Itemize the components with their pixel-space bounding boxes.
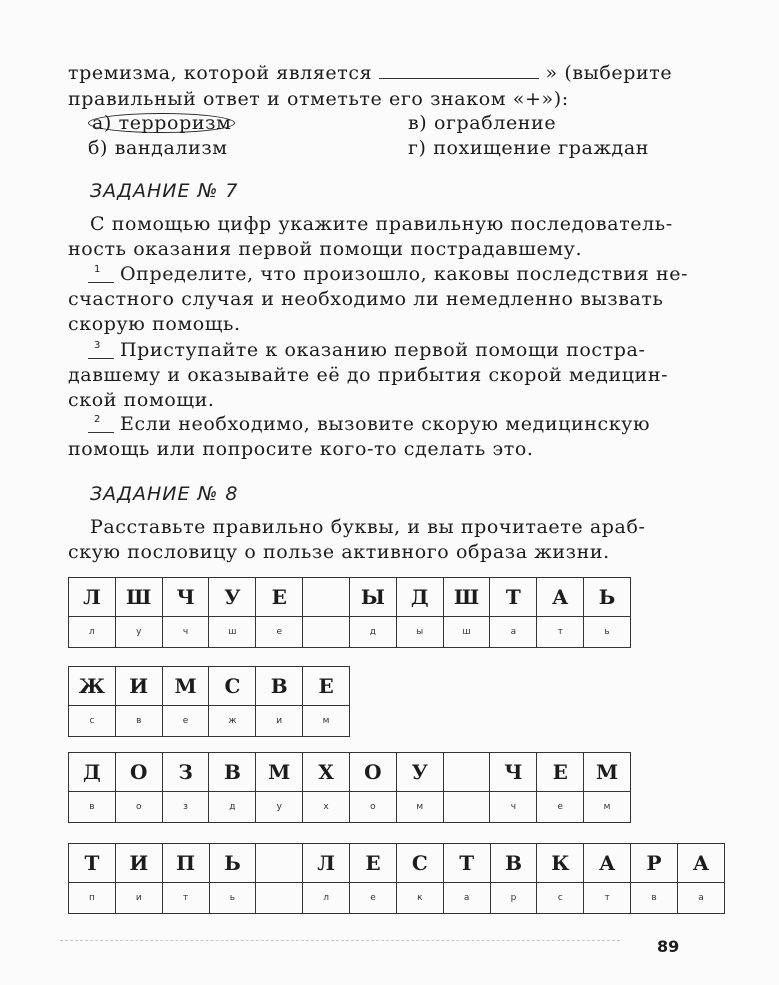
step-2-number[interactable]: 3 bbox=[94, 340, 101, 351]
grid-letter-cell: В bbox=[256, 667, 303, 706]
step-2-blank[interactable] bbox=[88, 358, 114, 359]
page-number: 89 bbox=[657, 937, 680, 956]
grid-answer-cell[interactable]: у bbox=[256, 792, 303, 823]
grid-letter-cell: П bbox=[162, 844, 209, 883]
grid-answer-cell[interactable]: к bbox=[396, 883, 443, 914]
footer-divider bbox=[60, 940, 620, 941]
grid-letter-cell: Т bbox=[443, 844, 490, 883]
grid-answer-cell[interactable]: з bbox=[162, 792, 209, 823]
step-1-line-3: скорую помощь. bbox=[68, 313, 241, 335]
grid-answer-cell[interactable]: м bbox=[396, 792, 443, 823]
grid-letter-cell: Ж bbox=[69, 667, 116, 706]
grid-letter-cell: Ч bbox=[490, 753, 537, 792]
task7-line-2: ность оказания первой помощи пострадавшему. bbox=[68, 238, 583, 260]
grid-letter-cell: Д bbox=[396, 578, 443, 617]
task8-line-2: скую пословицу о пользе активного образа жизни. bbox=[68, 541, 610, 563]
grid-letter-cell: Ш bbox=[115, 578, 162, 617]
task8-line-1: Расставьте правильно буквы, и вы прочитаете араб- bbox=[90, 516, 646, 538]
grid-letter-cell bbox=[443, 753, 490, 792]
grid-letter-cell bbox=[303, 578, 350, 617]
grid-letter-cell: Т bbox=[69, 844, 116, 883]
grid-answer-cell[interactable]: е bbox=[350, 883, 397, 914]
grid-letter-cell: С bbox=[209, 667, 256, 706]
option-a[interactable] bbox=[88, 112, 235, 134]
step-3-blank[interactable] bbox=[88, 432, 114, 433]
grid-letter-cell: Х bbox=[303, 753, 350, 792]
grid-letter-cell: М bbox=[584, 753, 631, 792]
step-2-line-3: ской помощи. bbox=[68, 389, 215, 411]
task7-line-1: С помощью цифр укажите правильную последователь- bbox=[90, 213, 673, 235]
step-2-line-2: давшему и оказывайте её до прибытия скорой медицин- bbox=[68, 364, 669, 386]
grid-answer-cell[interactable]: в bbox=[115, 706, 162, 737]
grid-letter-cell: Е bbox=[537, 753, 584, 792]
grid-letter-cell: Р bbox=[631, 844, 678, 883]
intro-line-1 bbox=[68, 62, 672, 84]
option-g[interactable]: г) похищение граждан bbox=[408, 137, 650, 159]
grid-answer-cell[interactable]: ч bbox=[490, 792, 537, 823]
step-1-line-2: счастного случая и необходимо ли немедленно вызвать bbox=[68, 288, 664, 310]
grid-answer-cell[interactable]: м bbox=[303, 706, 350, 737]
option-v[interactable]: в) ограбление bbox=[408, 112, 557, 134]
intro-text-b: » (выберите bbox=[545, 62, 673, 84]
grid-letter-cell: И bbox=[115, 844, 162, 883]
grid-answer-cell[interactable]: с bbox=[69, 706, 116, 737]
grid-letter-cell: С bbox=[396, 844, 443, 883]
grid-answer-cell[interactable]: е bbox=[537, 792, 584, 823]
letter-grid-1 bbox=[68, 577, 631, 648]
step-1-blank[interactable] bbox=[88, 282, 114, 283]
grid-letter-cell: Т bbox=[490, 578, 537, 617]
grid-answer-cell[interactable]: т bbox=[537, 617, 584, 648]
grid-letter-cell: В bbox=[490, 844, 537, 883]
grid-answer-cell[interactable]: а bbox=[677, 883, 724, 914]
grid-letter-cell: К bbox=[537, 844, 584, 883]
grid-letter-cell: А bbox=[537, 578, 584, 617]
grid-answer-cell[interactable]: л bbox=[303, 883, 350, 914]
grid-letter-cell: У bbox=[209, 578, 256, 617]
grid-answer-cell[interactable]: о bbox=[115, 792, 162, 823]
grid-answer-cell[interactable]: а bbox=[443, 883, 490, 914]
letter-grid-3 bbox=[68, 752, 631, 823]
grid-answer-cell[interactable]: т bbox=[162, 883, 209, 914]
grid-letter-cell: Ь bbox=[584, 578, 631, 617]
grid-answer-cell[interactable]: х bbox=[303, 792, 350, 823]
grid-letter-cell bbox=[256, 844, 303, 883]
selected-circle-icon: а) терроризм bbox=[88, 113, 235, 133]
grid-letter-cell: Д bbox=[69, 753, 116, 792]
intro-line-2: правильный ответ и отметьте его знаком «+»): bbox=[68, 88, 569, 110]
step-3-number[interactable]: 2 bbox=[94, 414, 101, 425]
grid-answer-cell[interactable]: ш bbox=[209, 617, 256, 648]
grid-letter-cell: Ы bbox=[349, 578, 396, 617]
grid-answer-cell[interactable]: л bbox=[69, 617, 116, 648]
grid-letter-cell: З bbox=[162, 753, 209, 792]
grid-letter-cell: Ь bbox=[209, 844, 256, 883]
task8-title: ЗАДАНИЕ № 8 bbox=[90, 483, 239, 505]
grid-answer-cell[interactable]: т bbox=[584, 883, 631, 914]
task7-title: ЗАДАНИЕ № 7 bbox=[90, 180, 239, 202]
intro-text-a: тремизма, которой является bbox=[68, 62, 373, 84]
grid-answer-cell[interactable]: у bbox=[115, 617, 162, 648]
grid-answer-cell[interactable]: ь bbox=[209, 883, 256, 914]
grid-letter-cell: Л bbox=[69, 578, 116, 617]
grid-answer-cell[interactable]: ч bbox=[162, 617, 209, 648]
grid-answer-cell[interactable]: с bbox=[537, 883, 584, 914]
grid-answer-cell[interactable] bbox=[303, 617, 350, 648]
grid-letter-cell: У bbox=[396, 753, 443, 792]
grid-letter-cell: Е bbox=[256, 578, 303, 617]
grid-letter-cell: Е bbox=[303, 667, 350, 706]
grid-answer-cell[interactable]: а bbox=[490, 617, 537, 648]
step-3-line-1: Если необходимо, вызовите скорую медицинскую bbox=[120, 413, 651, 435]
grid-answer-cell[interactable]: и bbox=[115, 883, 162, 914]
grid-answer-cell[interactable]: м bbox=[584, 792, 631, 823]
grid-answer-cell[interactable] bbox=[443, 792, 490, 823]
letter-grid-4 bbox=[68, 843, 725, 914]
grid-answer-cell[interactable]: и bbox=[256, 706, 303, 737]
grid-answer-cell[interactable]: д bbox=[349, 617, 396, 648]
grid-letter-cell: М bbox=[256, 753, 303, 792]
option-b[interactable]: б) вандализм bbox=[88, 137, 228, 159]
grid-answer-cell[interactable]: в bbox=[631, 883, 678, 914]
letter-grid-2 bbox=[68, 666, 350, 737]
grid-letter-cell: И bbox=[115, 667, 162, 706]
grid-letter-cell: Ч bbox=[162, 578, 209, 617]
grid-answer-cell[interactable] bbox=[256, 883, 303, 914]
grid-answer-cell[interactable]: п bbox=[69, 883, 116, 914]
grid-letter-cell: Ш bbox=[443, 578, 490, 617]
grid-letter-cell: В bbox=[209, 753, 256, 792]
grid-letter-cell: А bbox=[584, 844, 631, 883]
answer-blank[interactable] bbox=[379, 64, 539, 79]
grid-answer-cell[interactable]: е bbox=[162, 706, 209, 737]
grid-answer-cell[interactable]: ы bbox=[396, 617, 443, 648]
grid-answer-cell[interactable]: р bbox=[490, 883, 537, 914]
grid-answer-cell[interactable]: ш bbox=[443, 617, 490, 648]
grid-letter-cell: Л bbox=[303, 844, 350, 883]
grid-letter-cell: Е bbox=[350, 844, 397, 883]
grid-letter-cell: О bbox=[349, 753, 396, 792]
step-2-line-1: Приступайте к оказанию первой помощи постра- bbox=[120, 339, 646, 361]
grid-answer-cell[interactable]: ж bbox=[209, 706, 256, 737]
grid-answer-cell[interactable]: ь bbox=[584, 617, 631, 648]
step-1-number[interactable]: 1 bbox=[94, 264, 101, 275]
grid-letter-cell: О bbox=[115, 753, 162, 792]
grid-answer-cell[interactable]: о bbox=[349, 792, 396, 823]
step-3-line-2: помощь или попросите кого-то сделать это. bbox=[68, 438, 534, 460]
grid-answer-cell[interactable]: д bbox=[209, 792, 256, 823]
grid-answer-cell[interactable]: е bbox=[256, 617, 303, 648]
grid-letter-cell: А bbox=[677, 844, 724, 883]
grid-answer-cell[interactable]: в bbox=[69, 792, 116, 823]
grid-letter-cell: М bbox=[162, 667, 209, 706]
step-1-line-1: Определите, что произошло, каковы последствия не- bbox=[120, 263, 689, 285]
